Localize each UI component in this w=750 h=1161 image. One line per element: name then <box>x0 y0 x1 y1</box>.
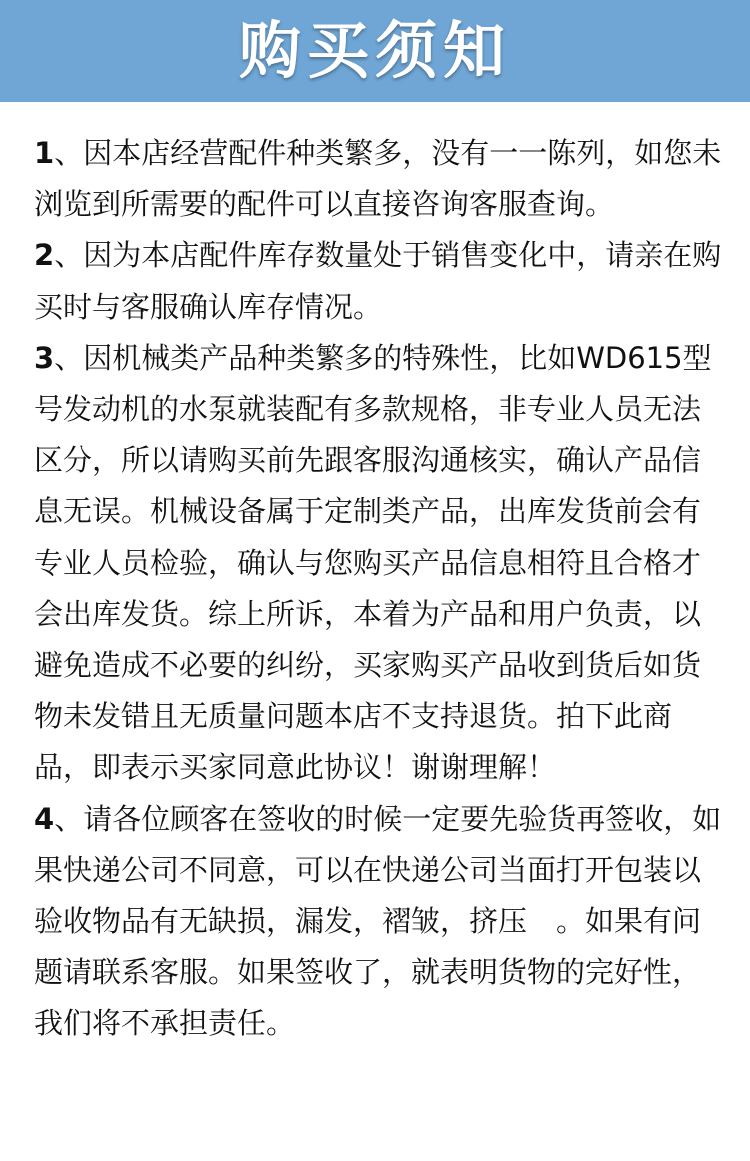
notice-number: 4 <box>34 801 55 836</box>
notice-item-1 <box>34 128 722 230</box>
notice-text: 、请各位顾客在签收的时候一定要先验货再签收，如果快递公司不同意，可以在快递公司当面打开包装以验收物品有无缺损，漏发，褶皱，挤压 。如果有问题请联系客服。如果签收了，就表明货物的完好性，我们将不承担责任。 <box>34 801 722 1041</box>
page-title: 购买须知 <box>238 14 511 87</box>
notice-number: 2 <box>34 238 55 273</box>
notice-text: 、因机械类产品种类繁多的特殊性，比如WD615型号发动机的水泵就装配有多款规格，非专业人员无法区分，所以请购买前先跟客服沟通核实，确认产品信息无误。机械设备属于定制类产品，出库发货前会有专业人员检验，确认与您购买产品信息相符且合格才会出库发货。综上所诉，本着为产品和用户负责，以避免造成不必要的纠纷，买家购买产品收到货后如货物未发错且无质量问题本店不支持退货。拍下此商品，即表示买家同意此协议！谢谢理解！ <box>34 340 712 785</box>
notice-number: 3 <box>34 340 55 375</box>
notice-item-3 <box>34 333 722 794</box>
notice-list <box>34 128 722 1050</box>
notice-item-2 <box>34 230 722 332</box>
notice-item-4 <box>34 794 722 1050</box>
notice-text: 、因本店经营配件种类繁多，没有一一陈列，如您未浏览到所需要的配件可以直接咨询客服查询。 <box>34 136 722 222</box>
header-banner <box>0 0 750 102</box>
notice-number: 1 <box>34 136 55 170</box>
notice-text: 、因为本店配件库存数量处于销售变化中，请亲在购买时与客服确认库存情况。 <box>34 238 722 324</box>
